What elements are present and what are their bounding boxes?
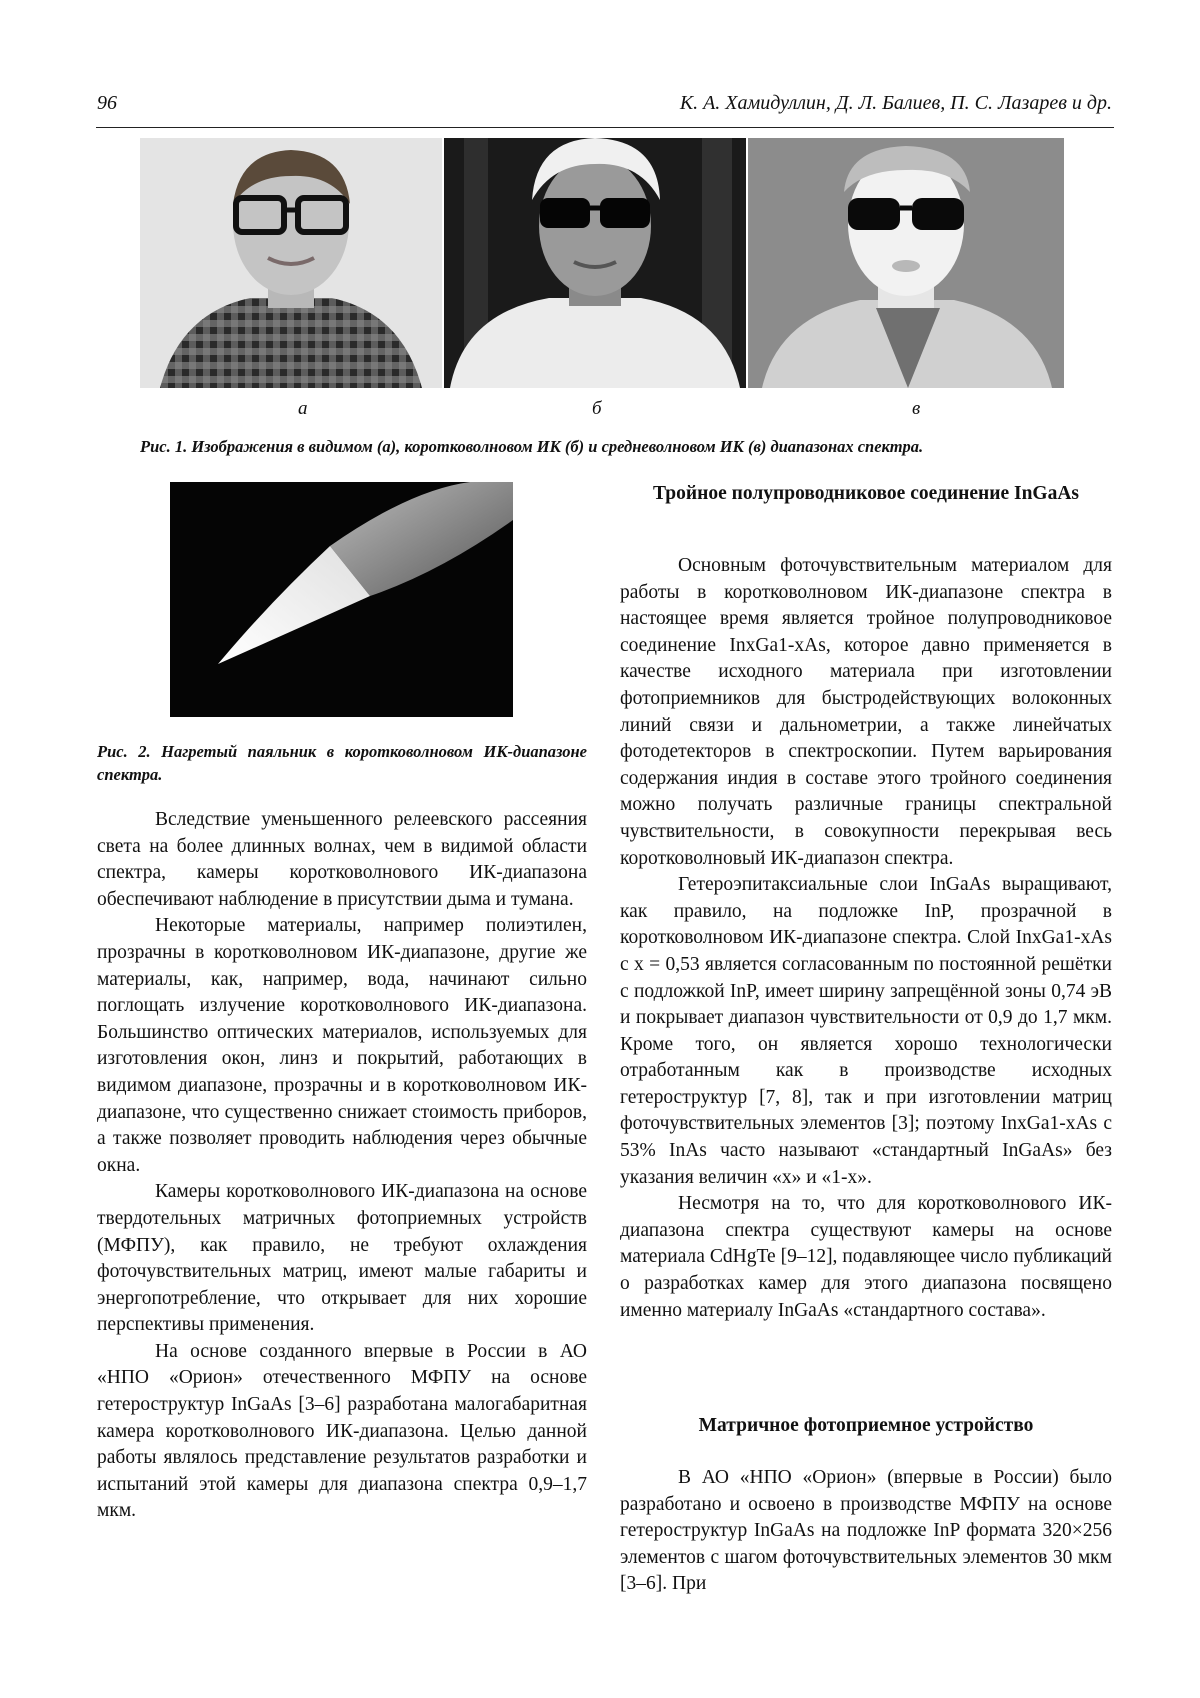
left-column bbox=[97, 807, 587, 1525]
body-paragraph: В АО «НПО «Орион» (впервые в России) было разработано и освоено в производстве МФПУ на основе гетероструктур InGaAs на подложке InP формата 320×256 элементов с шагом фоточувствительных элементов 30 мкм [3–6]. При bbox=[620, 1467, 1112, 1595]
figure1-sublabel-a: а bbox=[298, 398, 308, 419]
figure1-photo-mwir bbox=[748, 138, 1064, 388]
body-paragraph: Основным фоточувствительным материалом для работы в коротковолновом ИК-диапазоне спектра в настоящее время является тройное полупроводниковое соединение InxGa1-xAs, которое давно применяется в качестве исходного материала при изготовлении фотоприемников для быстродействующих волоконных линий связи и дальнометрии, а также линейчатых фотодетекторов в спектроскопии. Путем варьирования содержания индия в составе этого тройного соединения можно получать различные границы спектральной чувствительности, в совокупности перекрывая весь коротковолновый ИК-диапазон спектра. bbox=[620, 555, 1112, 869]
body-paragraph: Камеры коротковолнового ИК-диапазона на основе твердотельных матричных фотоприемных устройств (МФПУ), как правило, не требуют охлаждения фоточувствительных матриц, имеют малые габариты и энергопотребление, что открывает для них хорошие перспективы применения. bbox=[97, 1181, 587, 1336]
figure2-image bbox=[170, 482, 513, 717]
figure1-sublabel-b: б bbox=[592, 398, 602, 419]
figure1-sublabel-v: в bbox=[912, 398, 921, 419]
figure1-photo-visible bbox=[140, 138, 442, 388]
header-rule bbox=[96, 127, 1114, 128]
page-number: 96 bbox=[97, 92, 117, 114]
figure1-photo-swir bbox=[444, 138, 746, 388]
body-paragraph: На основе созданного впервые в России в АО «НПО «Орион» отечественного МФПУ на основе гетероструктур InGaAs [3–6] разработана малогабаритная камера коротковолнового ИК-диапазона. Целью данной работы являлось представление результатов разработки и испытаний этой камеры для диапазона спектра 0,9–1,7 мкм. bbox=[97, 1340, 587, 1522]
body-paragraph: Гетероэпитаксиальные слои InGaAs выращивают, как правило, на подложке InP, прозрачной в коротковолновом ИК-диапазоне спектра. Слой InxGa1-xAs с x = 0,53 является согласованным по постоянной решётки с подложкой InP, имеет ширину запрещённой зоны 0,74 эВ и покрывает диапазон чувствительности от 0,9 до 1,7 мкм. Кроме того, он является хорошо технологически отработанным как в производстве исходных гетероструктур [7, 8], так и при изготовлении матриц фоточувствительных элементов [3]; поэтому InxGa1-xAs с 53% InAs часто называют «стандартный InGaAs» без указания величин «x» и «1-x». bbox=[620, 874, 1112, 1188]
body-paragraph: Несмотря на то, что для коротковолнового ИК-диапазона спектра существуют камеры на основе материала CdHgTe [9–12], подавляющее число публикаций о разработках камер для этого диапазона посвящено именно материалу InGaAs «стандартного состава». bbox=[620, 1193, 1112, 1321]
section-title-fpa: Матричное фотоприемное устройство bbox=[698, 1415, 1034, 1436]
figure2-caption: Рис. 2. Нагретый паяльник в коротковолновом ИК-диапазоне спектра. bbox=[97, 742, 587, 784]
running-header-authors: К. А. Хамидуллин, Д. Л. Балиев, П. С. Лазарев и др. bbox=[679, 92, 1112, 114]
figure1-caption: Рис. 1. Изображения в видимом (а), коротковолновом ИК (б) и средневолновом ИК (в) диапазонах спектра. bbox=[140, 437, 924, 456]
right-column bbox=[620, 553, 1112, 1324]
body-paragraph: Вследствие уменьшенного релеевского рассеяния света на более длинных волнах, чем в видимой области спектра, камеры коротковолнового ИК-диапазона обеспечивают наблюдение в присутствии дыма и тумана. bbox=[97, 809, 587, 910]
body-paragraph: Некоторые материалы, например полиэтилен, прозрачны в коротковолновом ИК-диапазоне, другие же материалы, как, например, вода, начинают сильно поглощать излучение коротковолнового ИК-диапазона. Большинство оптических материалов, используемых для изготовления окон, линз и покрытий, работающих в видимом диапазоне, прозрачны и в коротковолновом ИК-диапазоне, что существенно снижает стоимость приборов, а также позволяет проводить наблюдения через обычные окна. bbox=[97, 915, 587, 1176]
right-column-section2 bbox=[620, 1465, 1112, 1598]
section-title-ingaas: Тройное полупроводниковое соединение InGaAs bbox=[652, 483, 1080, 504]
